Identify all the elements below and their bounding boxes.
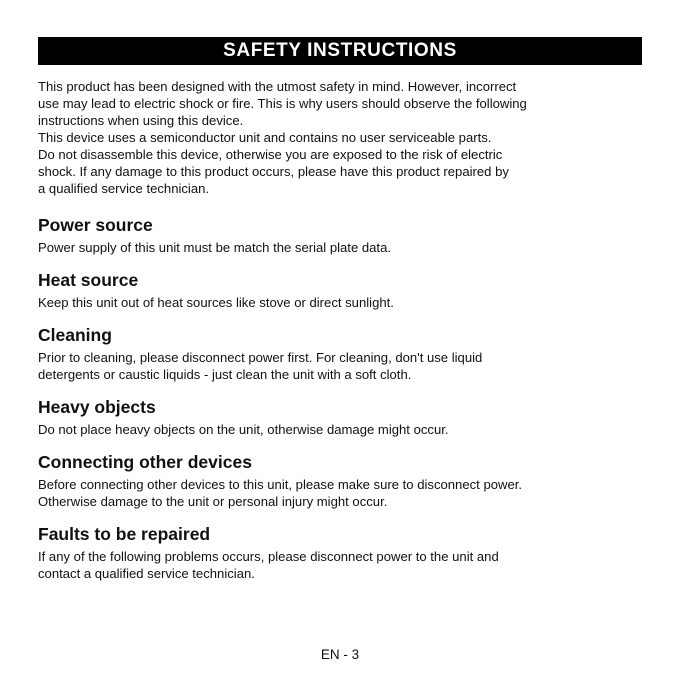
section-text: Keep this unit out of heat sources like stove or direct sunlight. <box>38 295 394 310</box>
section-power-source <box>38 215 642 256</box>
intro-paragraph: This product has been designed with the utmost safety in mind. However, incorrect use may lead to electric shock or fire. This is why users should observe the following instructions when using this device. This device uses a semiconductor unit and contains no user serviceable parts. Do not disassemble this device, otherwise you are exposed to the risk of electric shock. If any damage to this product occurs, please have this product repaired by a qualified service technician. <box>38 79 527 196</box>
section-heading: Faults to be repaired <box>38 524 211 544</box>
page-number: EN - 3 <box>320 647 360 662</box>
section-faults-repair <box>38 524 642 582</box>
section-text: Power supply of this unit must be match the serial plate data. <box>38 240 391 255</box>
section-text: Before connecting other devices to this unit, please make sure to disconnect power. Otherwise damage to the unit or personal injury might occur. <box>38 477 523 509</box>
section-heat-source <box>38 270 642 311</box>
section-heading: Connecting other devices <box>38 452 252 472</box>
section-cleaning <box>38 325 642 383</box>
section-text: Do not place heavy objects on the unit, otherwise damage might occur. <box>38 422 449 437</box>
section-heavy-objects <box>38 397 642 438</box>
section-heading: Heat source <box>38 270 139 290</box>
page-title: SAFETY INSTRUCTIONS <box>223 40 457 61</box>
section-heading: Heavy objects <box>38 397 156 417</box>
section-text: If any of the following problems occurs, please disconnect power to the unit and contact a qualified service technician. <box>38 549 499 581</box>
manual-page <box>38 37 642 582</box>
title-bar <box>38 37 642 65</box>
section-heading: Cleaning <box>38 325 112 345</box>
section-heading: Power source <box>38 215 153 235</box>
section-text: Prior to cleaning, please disconnect power first. For cleaning, don't use liquid detergents or caustic liquids - just clean the unit with a soft cloth. <box>38 350 483 382</box>
section-connecting-devices <box>38 452 642 510</box>
